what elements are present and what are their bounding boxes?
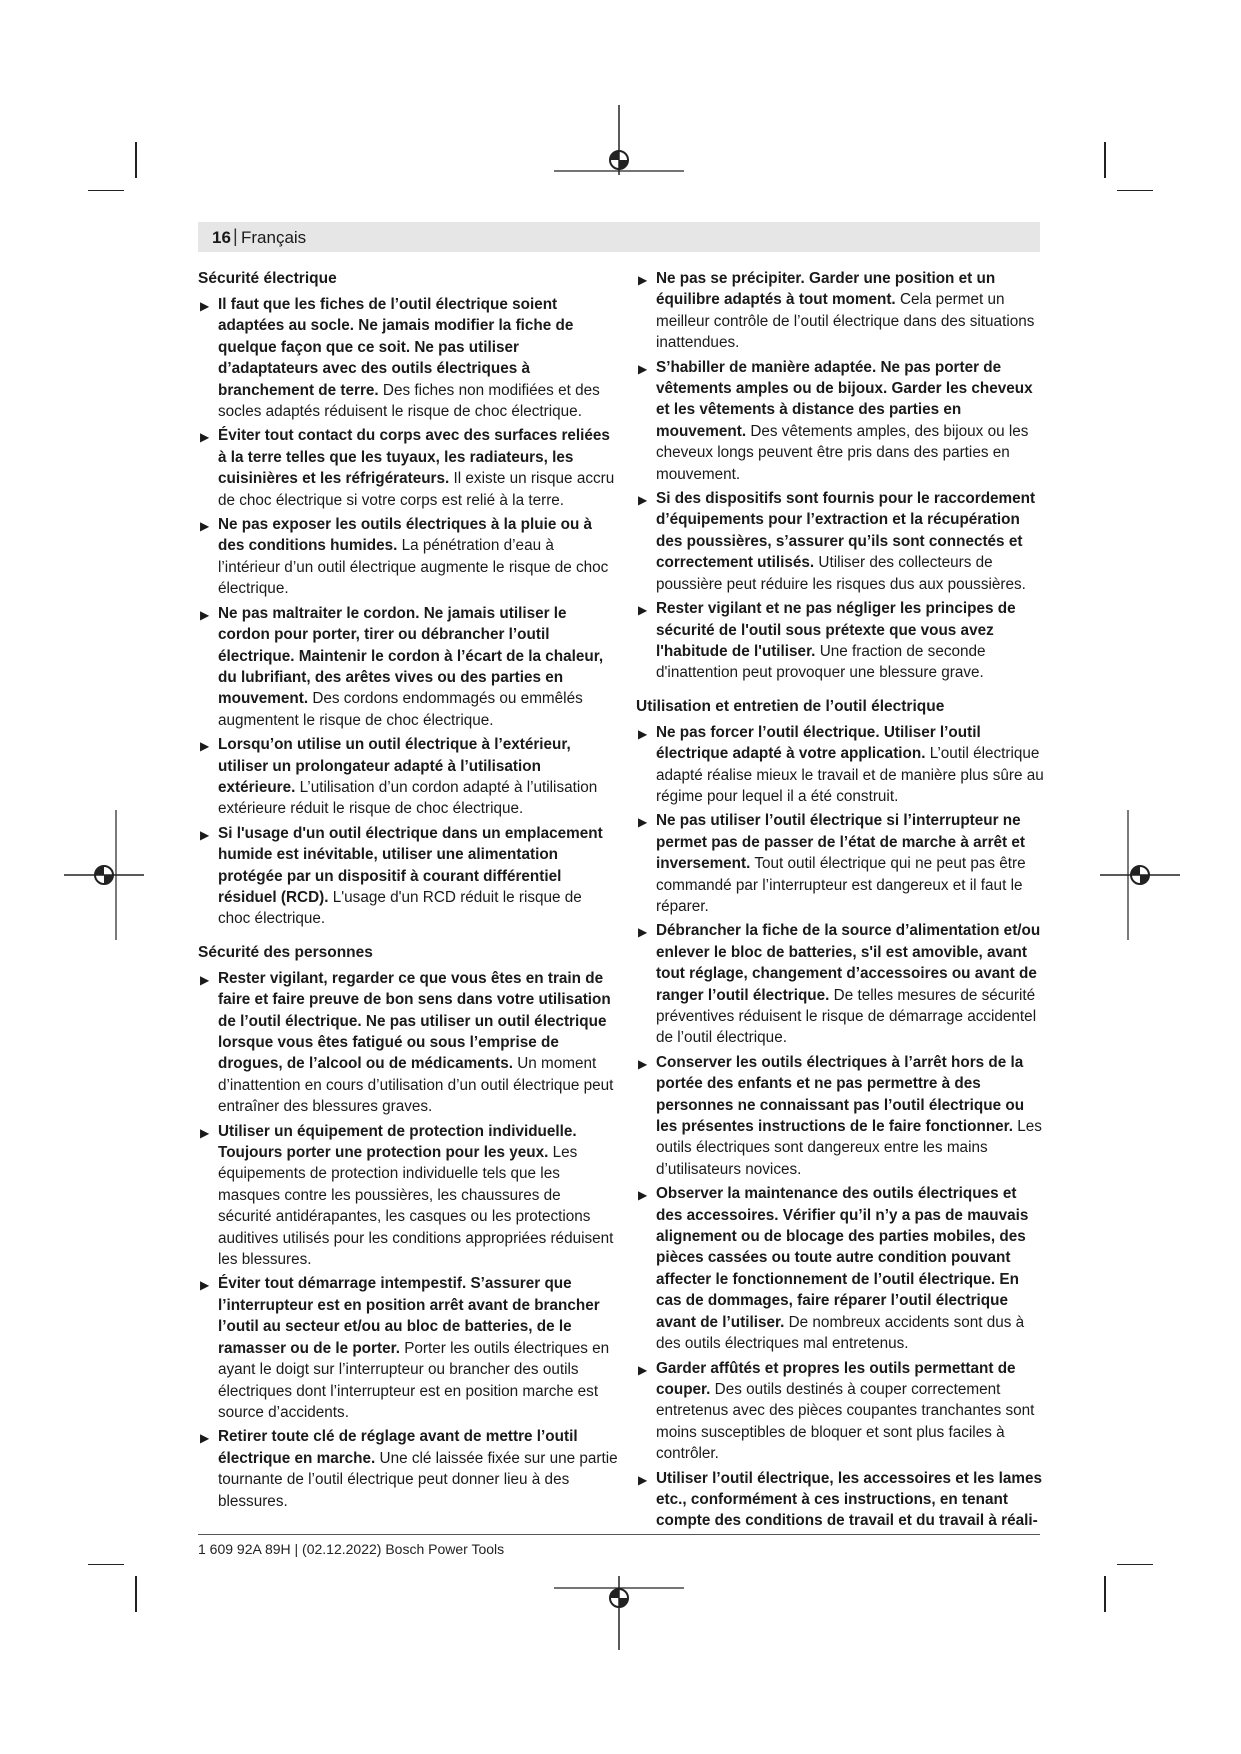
list-item: ▶ Conserver les outils électriques à l’arrêt hors de la portée des enfants et ne pas permettre à des personnes ne connaissant pas l’outil électrique ou les présentes instructions de le faire fonctionner. Les outils électriques sont dangereux entre les mains d’utilisateurs novices. bbox=[638, 1053, 1042, 1178]
page-footer: 1 609 92A 89H | (02.12.2022) Bosch Power Tools bbox=[198, 1541, 505, 1557]
list-item: ▶ Si l'usage d'un outil électrique dans un emplacement humide est inévitable, utiliser une alimentation protégée par un dispositif à courant différentiel résiduel (RCD). L'usage d'un RCD réduit le risque de choc électrique. bbox=[200, 824, 603, 928]
electrical-safety-list bbox=[198, 294, 618, 930]
crop-mark bbox=[1104, 142, 1106, 178]
crop-mark bbox=[88, 190, 124, 191]
crop-mark bbox=[135, 1576, 137, 1612]
header-language: Français bbox=[241, 228, 307, 247]
section-title-personal-safety: Sécurité des personnes bbox=[198, 943, 373, 961]
registration-mark-icon bbox=[1100, 810, 1180, 940]
crop-mark bbox=[1117, 1564, 1153, 1565]
crop-mark bbox=[1104, 1576, 1106, 1612]
registration-mark-icon bbox=[64, 810, 144, 940]
registration-mark-icon bbox=[554, 105, 684, 197]
list-item: ▶ Si des dispositifs sont fournis pour le raccordement d’équipements pour l’extraction et la récupération des poussières, s’assurer qu’ils sont connectés et correctement utilisés. Utiliser des collecteurs de poussière peut réduire les risques dus aux poussières. bbox=[638, 490, 1036, 593]
bullet-arrow-icon: ▶ bbox=[638, 273, 648, 287]
tool-use-care-list bbox=[636, 722, 1046, 1532]
bullet-arrow-icon: ▶ bbox=[200, 739, 210, 754]
list-item: ▶ S’habiller de manière adaptée. Ne pas porter de vêtements amples ou de bijoux. Garder les cheveux et les vêtements à distance des parties en mouvement. Des vêtements amples, des bijoux ou les cheveux longs peuvent être pris dans des parties en mouvement. bbox=[638, 358, 1033, 483]
bullet-arrow-icon: ▶ bbox=[638, 603, 648, 618]
registration-mark-icon bbox=[554, 1576, 684, 1656]
bullet-arrow-icon: ▶ bbox=[200, 1125, 210, 1140]
bullet-arrow-icon: ▶ bbox=[638, 925, 648, 940]
bullet-arrow-icon: ▶ bbox=[638, 1188, 648, 1203]
bullet-arrow-icon: ▶ bbox=[200, 430, 210, 445]
bullet-arrow-icon: ▶ bbox=[200, 972, 210, 987]
list-item: ▶ Ne pas se précipiter. Garder une position et un équilibre adaptés à tout moment. Cela permet un meilleur contrôle de l’outil électrique dans des situations inattendues. bbox=[638, 270, 1035, 352]
page-number: 16 bbox=[212, 228, 231, 247]
list-item: ▶ Lorsqu’on utilise un outil électrique à l’extérieur, utiliser un prolongateur adapté à l’utilisation extérieure. L’utilisation d’un cordon adapté à l’utilisation extérieure réduit le risque de choc électrique. bbox=[200, 736, 598, 818]
crop-mark bbox=[1117, 190, 1153, 191]
bullet-arrow-icon: ▶ bbox=[638, 1362, 648, 1377]
bullet-arrow-icon: ▶ bbox=[638, 1056, 648, 1071]
section-title-electrical-safety: Sécurité électrique bbox=[198, 270, 337, 287]
list-item: ▶ Utiliser l’outil électrique, les accessoires et les lames etc., conformément à ces instructions, en tenant compte des conditions de travail et du travail à réali- bbox=[638, 1469, 1043, 1530]
list-item: ▶ Ne pas utiliser l’outil électrique si l’interrupteur ne permet pas de passer de l’état de marche à arrêt et inversement. Tout outil électrique qui ne peut pas être commandé par l’interrupteur est dangereux et il faut le réparer. bbox=[638, 812, 1026, 915]
crop-mark bbox=[135, 142, 137, 178]
bullet-arrow-icon: ▶ bbox=[638, 493, 648, 508]
list-item: ▶ Retirer toute clé de réglage avant de mettre l’outil électrique en marche. Une clé laissée fixée sur une partie tournante de l’outil électrique peut donner lieu à des blessures. bbox=[200, 1428, 618, 1510]
page-header bbox=[198, 222, 1040, 252]
list-item: ▶ Éviter tout démarrage intempestif. S’assurer que l’interrupteur est en position arrêt avant de brancher l’outil au secteur et/ou au bloc de batteries, de le ramasser ou de le porter. Porter les outils électriques en ayant le doigt sur l’interrupteur ou brancher des outils électriques dont l’interrupteur est en position marche est source d’accidents. bbox=[200, 1275, 610, 1421]
bullet-arrow-icon: ▶ bbox=[638, 726, 648, 741]
list-item: ▶ Il faut que les fiches de l’outil électrique soient adaptées au socle. Ne jamais modifier la fiche de quelque façon que ce soit. Ne pas utiliser d’adaptateurs avec des outils électriques à branchement de terre. Des fiches non modifiées et des socles adaptés réduisent le risque de choc électrique. bbox=[200, 296, 600, 421]
bullet-arrow-icon: ▶ bbox=[638, 361, 648, 376]
list-item: ▶ Ne pas forcer l’outil électrique. Utiliser l’outil électrique adapté à votre application. L’outil électrique adapté réalise mieux le travail et de manière plus sûre au régime pour lequel il a été construit. bbox=[638, 723, 1044, 805]
list-item: ▶ Garder affûtés et propres les outils permettant de couper. Des outils destinés à couper correctement entretenus avec des pièces coupantes tranchantes sont moins susceptibles de bloquer et sont plus faciles à contrôler. bbox=[638, 1359, 1035, 1463]
list-item: ▶ Ne pas exposer les outils électriques à la pluie ou à des conditions humides. La pénétration d’eau à l’intérieur d’un outil électrique augmente le risque de choc électrique. bbox=[200, 516, 609, 598]
crop-mark bbox=[88, 1564, 124, 1565]
list-item: ▶ Utiliser un équipement de protection individuelle. Toujours porter une protection pour les yeux. Les équipements de protection individuelle tels que les masques contre les poussières, les chaussures de sécurité antidérapantes, les casques ou les protections auditives utilisés pour les conditions appropriées réduisent les blessures. bbox=[200, 1122, 614, 1269]
list-item: ▶ Observer la maintenance des outils électriques et des accessoires. Vérifier qu’il n’y a pas de mauvais alignement ou de blocage des parties mobiles, des pièces cassées ou toute autre condition pouvant affecter le fonctionnement de l’outil électrique. En cas de dommages, faire réparer l’outil électrique avant de l’utiliser. De nombreux accidents sont dus à des outils électriques mal entretenus. bbox=[638, 1185, 1029, 1353]
bullet-arrow-icon: ▶ bbox=[200, 827, 210, 842]
right-column bbox=[636, 268, 1046, 1544]
bullet-arrow-icon: ▶ bbox=[200, 299, 210, 313]
bullet-arrow-icon: ▶ bbox=[200, 1431, 210, 1446]
section-title-tool-use-care: Utilisation et entretien de l’outil électrique bbox=[636, 697, 945, 715]
list-item: ▶ Débrancher la fiche de la source d’alimentation et/ou enlever le bloc de batteries, s'il est amovible, avant tout réglage, changement d’accessoires ou avant de ranger l’outil électrique. De telles mesures de sécurité préventives réduisent le risque de démarrage accidentel de l’outil électrique. bbox=[638, 922, 1041, 1047]
list-item: ▶ Rester vigilant et ne pas négliger les principes de sécurité de l'outil sous prétexte que vous avez l'habitude de l'utiliser. Une fraction de seconde d'inattention peut provoquer une blessure grave. bbox=[638, 600, 1016, 682]
footer-rule bbox=[198, 1534, 1040, 1535]
list-item: ▶ Rester vigilant, regarder ce que vous êtes en train de faire et faire preuve de bon sens dans votre utilisation de l’outil électrique. Ne pas utiliser un outil électrique lorsque vous êtes fatigué ou sous l’emprise de drogues, de l’alcool ou de médicaments. Un moment d’inattention en cours d’utilisation d’un outil électrique peut entraîner des blessures graves. bbox=[200, 969, 614, 1116]
personal-safety-list bbox=[198, 968, 618, 1512]
list-item: ▶ Éviter tout contact du corps avec des surfaces reliées à la terre telles que les tuyaux, les radiateurs, les cuisinières et les réfrigérateurs. Il existe un risque accru de choc électrique si votre corps est relié à la terre. bbox=[200, 427, 615, 509]
bullet-arrow-icon: ▶ bbox=[200, 607, 210, 622]
bullet-arrow-icon: ▶ bbox=[200, 519, 210, 534]
bullet-arrow-icon: ▶ bbox=[200, 1278, 210, 1293]
personal-safety-list-continued bbox=[636, 268, 1046, 684]
bullet-arrow-icon: ▶ bbox=[638, 815, 648, 830]
left-column bbox=[198, 268, 618, 1524]
bullet-arrow-icon: ▶ bbox=[638, 1472, 648, 1487]
list-item: ▶ Ne pas maltraiter le cordon. Ne jamais utiliser le cordon pour porter, tirer ou débrancher l’outil électrique. Maintenir le cordon à l’écart de la chaleur, du lubrifiant, des arêtes vives ou des parties en mouvement. Des cordons endommagés ou emmêlés augmentent le risque de choc électrique. bbox=[200, 604, 604, 729]
header-separator: | bbox=[233, 226, 238, 246]
